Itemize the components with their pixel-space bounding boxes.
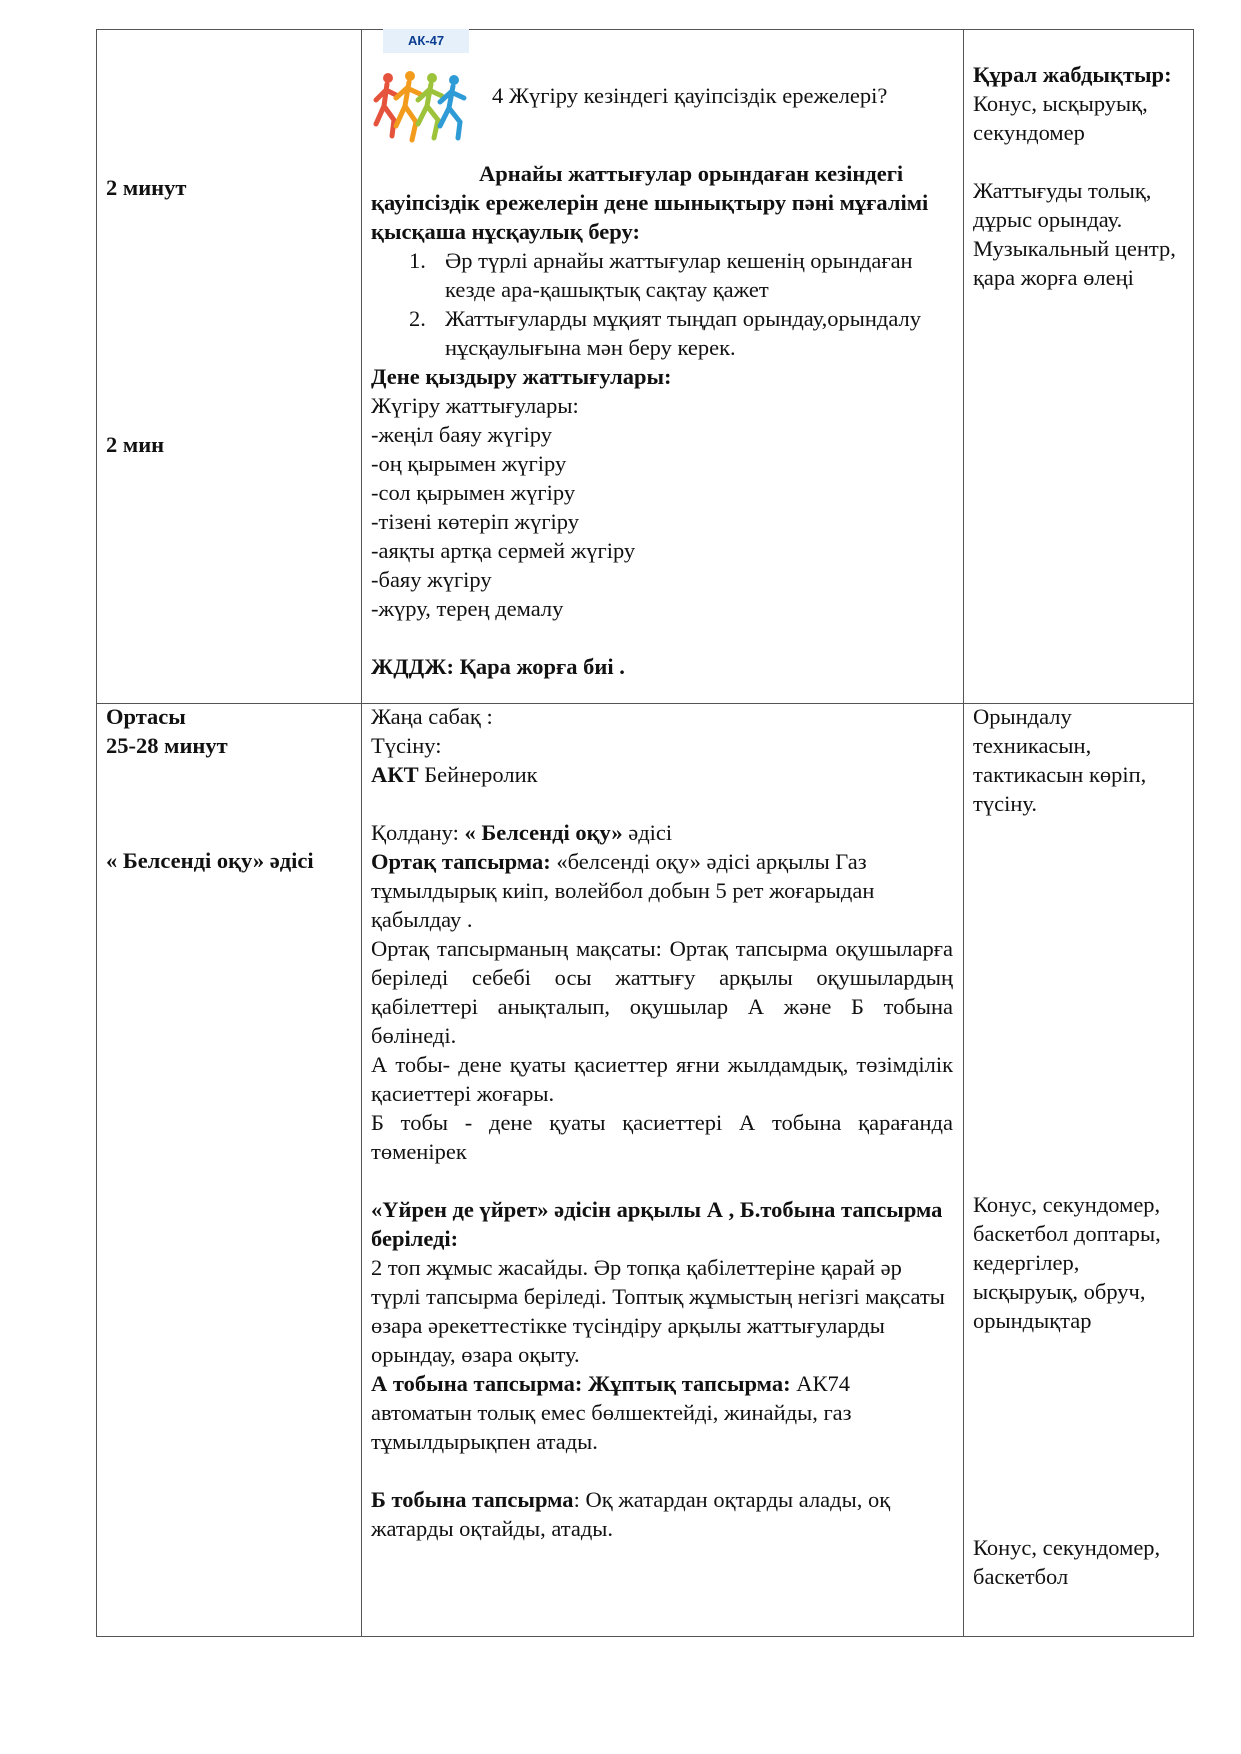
warmup-item: -жеңіл баяу жүгіру	[371, 422, 553, 447]
warmup-item: -оң қырымен жүгіру	[371, 451, 567, 476]
stage-title: Ортасы	[106, 704, 186, 729]
common-task: Ортақ тапсырма: «белсенді оқу» әдісі арқылы Газ тұмылдырық киіп, волейбол добын 5 рет жоғарыдан қабылдау .	[371, 849, 875, 932]
warmup-item: -сол қырымен жүгіру	[371, 480, 576, 505]
time-2-minutes: 2 минут	[106, 175, 187, 200]
stage-time: 25-28 минут	[106, 733, 228, 758]
equipment-cell	[973, 60, 1183, 292]
safety-question: 4 Жүгіру кезіндегі қауіпсіздік ережелері?	[492, 83, 888, 108]
stage-cell	[106, 702, 356, 760]
warmup-item: -жүру, терең демалу	[371, 596, 564, 621]
warmup-item: -баяу жүгіру	[371, 567, 492, 592]
safety-heading-line1: Арнайы жаттығулар орындаған кезіндегі	[479, 161, 904, 186]
learn-teach-heading: «Үйрен де үйрет» әдісін арқылы А , Б.тобына тапсырма беріледі:	[371, 1197, 943, 1251]
teams-text: 2 топ жұмыс жасайды. Әр топқа қабілеттеріне қарай әр түрлі тапсырма беріледі. Топтық жұмыстың негізгі мақсаты өзара әрекеттестікке түсіндіру арқылы жаттығуларды орындау, өзара оқыту.	[371, 1255, 945, 1367]
group-b-text: Б тобы - дене қуаты қасиеттері А тобына қарағанда төменірек	[371, 1110, 953, 1164]
apply-line: Қолдану: « Белсенді оқу» әдісі	[371, 820, 673, 845]
purpose-text: Ортақ тапсырманың мақсаты: Ортақ тапсырма оқушыларға беріледі себебі осы жаттығу арқылы оқушылардың қабілеттері анықталып, оқушылар А және Б тобына бөлінеді.	[371, 936, 953, 1048]
akt-line: АКТ Бейнеролик	[371, 762, 538, 787]
runners-icon	[372, 70, 468, 144]
list-item: 2. Жаттығуларды мұқият тыңдап орындау,орындалу нұсқаулығына мән беру керек.	[409, 306, 922, 360]
main-content-cell	[371, 702, 953, 1543]
safety-rules-list	[371, 246, 953, 362]
equipment-text: Конус, ысқыруық, секундомер	[973, 91, 1148, 145]
column-divider-2	[963, 30, 964, 1636]
resource-1: Орындалу техникасын, тактикасын көріп, түсіну.	[973, 704, 1147, 816]
group-a-text: А тобы- дене қуаты қасиеттер яғни жылдамдық, төзімділік қасиеттері жоғары.	[371, 1052, 953, 1106]
column-divider-1	[361, 30, 362, 1636]
equipment-note: Жаттығуды толық, дұрыс орындау. Музыкальный центр, қара жорға өлеңі	[973, 178, 1176, 290]
logo-label: АК-47	[383, 29, 469, 53]
list-item: 1. Әр түрлі арнайы жаттығулар кешенің орындаған кезде ара-қашықтық сақтау қажет	[409, 248, 913, 302]
task-a: А тобына тапсырма: Жұптық тапсырма: АК74 автоматын толық емес бөлшектейді, жинайды, газ тұмылдырықпен атады.	[371, 1371, 852, 1454]
time-2-min: 2 мин	[106, 432, 165, 457]
task-b: Б тобына тапсырма: Оқ жатардан оқтарды алады, оқ жатарды оқтайды, атады.	[371, 1487, 891, 1541]
warmup-item: Жүгіру жаттығулары:	[371, 393, 579, 418]
safety-section	[371, 159, 953, 681]
understand: Түсіну:	[371, 733, 442, 758]
method-label: « Белсенді оқу» әдісі	[106, 848, 314, 873]
warmup-item: -аяқты артқа сермей жүгіру	[371, 538, 636, 563]
warmup-item: -тізені көтеріп жүгіру	[371, 509, 580, 534]
zhddzh-note: ЖДДЖ: Қара жорға биі .	[371, 654, 625, 679]
resource-2: Конус, секундомер, баскетбол доптары, кедергілер, ысқыруық, обруч, орындықтар	[973, 1192, 1161, 1333]
safety-heading-rest: қауіпсіздік ережелерін дене шынықтыру пәні мұғалімі қысқаша нұсқаулық беру:	[371, 190, 929, 244]
warmup-title: Дене қыздыру жаттығулары:	[371, 364, 672, 389]
equipment-title: Құрал жабдықтыр:	[973, 62, 1172, 87]
resource-3: Конус, секундомер, баскетбол	[973, 1535, 1161, 1589]
new-lesson: Жаңа сабақ :	[371, 704, 493, 729]
